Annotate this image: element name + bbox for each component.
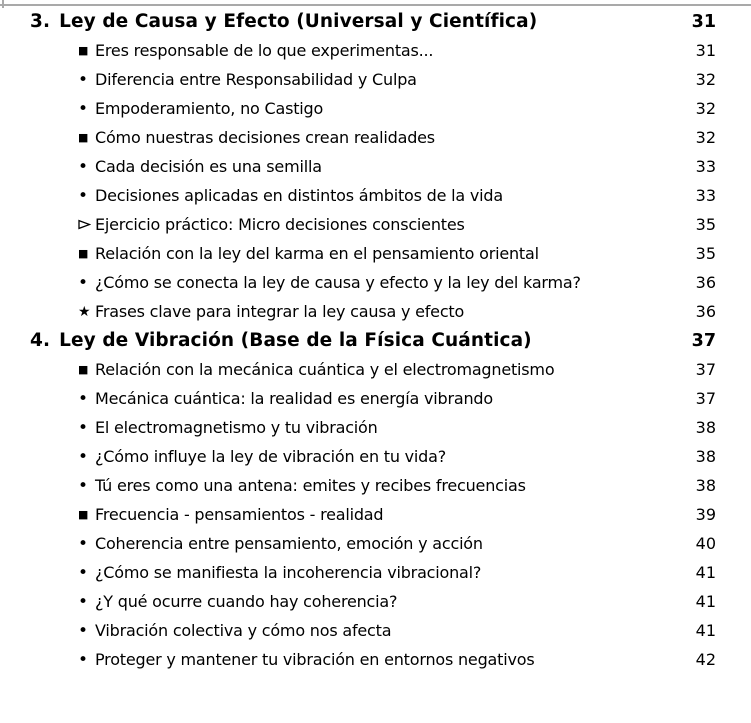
toc-entry-page-number: 38	[695, 418, 716, 437]
toc-entry-row	[0, 413, 751, 442]
dot-bullet-icon: •	[78, 446, 88, 467]
toc-entry-label: Tú eres como una antena: emites y recibes frecuencias	[95, 476, 526, 495]
toc-entry-row	[0, 239, 751, 268]
arrow-bullet-icon	[78, 219, 95, 230]
toc-entry-page-number: 33	[695, 157, 716, 176]
toc-entry-label-wrap	[78, 621, 686, 641]
toc-entry-label-wrap	[78, 447, 686, 467]
toc-entry-label: Eres responsable de lo que experimentas...	[95, 41, 434, 60]
toc-entry-page-number: 37	[695, 389, 716, 408]
toc-entry-label-wrap	[78, 70, 686, 90]
dot-bullet-icon: •	[78, 533, 88, 554]
section-title-wrap	[30, 330, 686, 351]
toc-entry-row	[0, 500, 751, 529]
table-of-contents	[0, 7, 751, 674]
toc-entry-page-number: 32	[695, 70, 716, 89]
toc-entry-page-number: 35	[695, 215, 716, 234]
dot-bullet-icon: •	[78, 562, 88, 583]
toc-entry-page-number: 40	[695, 534, 716, 553]
toc-entry-row	[0, 268, 751, 297]
toc-entry-label-wrap	[78, 592, 686, 612]
toc-entry-label: Diferencia entre Responsabilidad y Culpa	[95, 70, 417, 89]
dot-bullet-icon: •	[78, 475, 88, 496]
toc-entry-row	[0, 94, 751, 123]
toc-entry-label-wrap	[78, 215, 686, 234]
square-bullet-icon: ■	[78, 131, 89, 144]
toc-entry-label-wrap	[78, 186, 686, 206]
dot-bullet-icon: •	[78, 388, 88, 409]
toc-entry-page-number: 41	[695, 621, 716, 640]
dot-bullet-icon: •	[78, 156, 88, 177]
star-bullet-icon: ★	[78, 303, 91, 320]
dot-bullet-icon: •	[78, 417, 88, 438]
toc-entry-page-number: 31	[695, 41, 716, 60]
toc-entry-label-wrap	[78, 650, 686, 670]
toc-entry-row	[0, 152, 751, 181]
toc-entry-label: Relación con la ley del karma en el pensamiento oriental	[95, 244, 539, 263]
toc-entry-label-wrap	[78, 157, 686, 177]
toc-entry-label: Ejercicio práctico: Micro decisiones conscientes	[95, 215, 465, 234]
section-page-number: 31	[691, 11, 716, 32]
page-top-rule	[0, 4, 751, 6]
toc-entry-label: ¿Cómo influye la ley de vibración en tu vida?	[95, 447, 447, 466]
toc-entry-label-wrap	[78, 563, 686, 583]
toc-entry-label: Cómo nuestras decisiones crean realidades	[95, 128, 435, 147]
toc-entry-label: Empoderamiento, no Castigo	[95, 99, 324, 118]
section-title: Ley de Vibración (Base de la Física Cuántica)	[59, 330, 532, 351]
section-page-number: 37	[691, 330, 716, 351]
toc-entry-label-wrap	[78, 41, 686, 60]
square-bullet-icon: ■	[78, 363, 89, 376]
toc-entry-page-number: 36	[695, 273, 716, 292]
toc-entry-row	[0, 65, 751, 94]
toc-entry-label: Proteger y mantener tu vibración en entornos negativos	[95, 650, 535, 669]
section-title: Ley de Causa y Efecto (Universal y Científica)	[59, 11, 538, 32]
toc-entry-label-wrap	[78, 273, 686, 293]
toc-entry-label-wrap	[78, 99, 686, 119]
toc-entry-page-number: 37	[695, 360, 716, 379]
toc-entry-page-number: 41	[695, 592, 716, 611]
dot-bullet-icon: •	[78, 591, 88, 612]
toc-entry-page-number: 32	[695, 99, 716, 118]
dot-bullet-icon: •	[78, 185, 88, 206]
toc-entry-label-wrap	[78, 505, 686, 524]
toc-entry-label: ¿Y qué ocurre cuando hay coherencia?	[95, 592, 398, 611]
dot-bullet-icon: •	[78, 69, 88, 90]
toc-entry-label-wrap	[78, 389, 686, 409]
toc-entry-label-wrap	[78, 244, 686, 263]
toc-entry-page-number: 41	[695, 563, 716, 582]
section-number: 3.	[30, 11, 51, 32]
toc-entry-label-wrap	[78, 418, 686, 438]
toc-entry-page-number: 35	[695, 244, 716, 263]
toc-entry-page-number: 38	[695, 476, 716, 495]
toc-entry-row	[0, 210, 751, 239]
section-number: 4.	[30, 330, 51, 351]
toc-entry-row	[0, 181, 751, 210]
toc-entry-label: Frecuencia - pensamientos - realidad	[95, 505, 384, 524]
toc-entry-page-number: 36	[695, 302, 716, 321]
toc-section-heading	[0, 7, 751, 36]
toc-entry-label-wrap	[78, 302, 686, 321]
toc-entry-page-number: 39	[695, 505, 716, 524]
toc-entry-label-wrap	[78, 128, 686, 147]
toc-entry-row	[0, 36, 751, 65]
toc-entry-label: Vibración colectiva y cómo nos afecta	[95, 621, 392, 640]
toc-entry-row	[0, 587, 751, 616]
toc-entry-label: Decisiones aplicadas en distintos ámbitos de la vida	[95, 186, 503, 205]
dot-bullet-icon: •	[78, 620, 88, 641]
toc-entry-label: ¿Cómo se manifiesta la incoherencia vibracional?	[95, 563, 482, 582]
dot-bullet-icon: •	[78, 649, 88, 670]
toc-entry-label: Mecánica cuántica: la realidad es energía vibrando	[95, 389, 493, 408]
toc-entry-row	[0, 558, 751, 587]
toc-entry-page-number: 33	[695, 186, 716, 205]
toc-entry-row	[0, 442, 751, 471]
toc-section-heading	[0, 326, 751, 355]
toc-entry-label: Coherencia entre pensamiento, emoción y acción	[95, 534, 483, 553]
square-bullet-icon: ■	[78, 247, 89, 260]
toc-entry-row	[0, 529, 751, 558]
toc-entry-row	[0, 616, 751, 645]
dot-bullet-icon: •	[78, 272, 88, 293]
toc-entry-page-number: 38	[695, 447, 716, 466]
toc-entry-row	[0, 645, 751, 674]
toc-entry-page-number: 42	[695, 650, 716, 669]
toc-entry-label-wrap	[78, 534, 686, 554]
toc-entry-row	[0, 355, 751, 384]
toc-entry-label: Cada decisión es una semilla	[95, 157, 322, 176]
section-title-wrap	[30, 11, 686, 32]
toc-entry-label: Relación con la mecánica cuántica y el electromagnetismo	[95, 360, 555, 379]
dot-bullet-icon: •	[78, 98, 88, 119]
toc-entry-row	[0, 297, 751, 326]
square-bullet-icon: ■	[78, 508, 89, 521]
toc-entry-label-wrap	[78, 360, 686, 379]
toc-entry-label-wrap	[78, 476, 686, 496]
toc-entry-label: El electromagnetismo y tu vibración	[95, 418, 378, 437]
toc-entry-row	[0, 123, 751, 152]
toc-entry-row	[0, 471, 751, 500]
toc-entry-label: ¿Cómo se conecta la ley de causa y efecto y la ley del karma?	[95, 273, 581, 292]
toc-entry-page-number: 32	[695, 128, 716, 147]
toc-entry-label: Frases clave para integrar la ley causa y efecto	[95, 302, 465, 321]
toc-entry-row	[0, 384, 751, 413]
square-bullet-icon: ■	[78, 44, 89, 57]
